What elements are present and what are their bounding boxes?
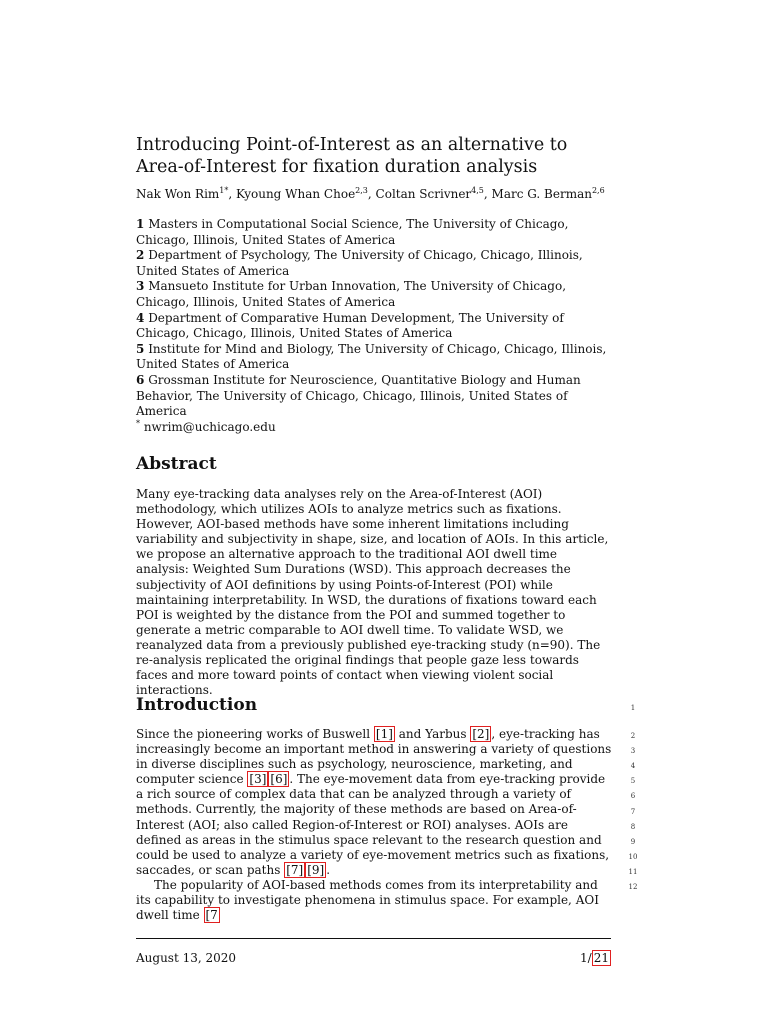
- page-number: [580, 951, 611, 965]
- email-mark: *: [136, 419, 140, 428]
- affiliation-text: Mansueto Institute for Urban Innovation, The University of Chicago, Chicago, Illinois, United States of America: [136, 279, 567, 309]
- citation-link[interactable]: [2]: [472, 727, 490, 741]
- citation-link[interactable]: [1]: [375, 727, 393, 741]
- author-affil-sup: 2,3: [355, 186, 368, 195]
- line-number: 11: [628, 868, 638, 876]
- affiliation-text: Department of Comparative Human Development, The University of Chicago, Chicago, Illinois, United States of America: [136, 310, 564, 341]
- title-line-2: Area-of-Interest for fixation duration analysis: [136, 157, 538, 177]
- affiliation-number: 1: [136, 217, 145, 231]
- line-number: 7: [630, 808, 636, 816]
- intro-paragraph: [136, 878, 612, 923]
- introduction-body: [136, 727, 612, 923]
- line-number: 10: [628, 853, 638, 861]
- affiliation: [136, 217, 616, 248]
- author-name: Marc G. Berman: [491, 187, 592, 201]
- affiliation-text: Department of Psychology, The University of Chicago, Chicago, Illinois, United States of America: [136, 248, 583, 278]
- intro-paragraph: [136, 727, 612, 878]
- citation-link[interactable]: [3]: [249, 772, 267, 787]
- affiliation-text: Masters in Computational Social Science, The University of Chicago, Chicago, Illinois, United States of America: [136, 217, 569, 247]
- affiliation-text: Grossman Institute for Neuroscience, Quantitative Biology and Human Behavior, The University of Chicago, Chicago, Illinois, United States of America: [136, 372, 581, 419]
- intro-text: The popularity of AOI-based methods comes from its interpretability and its capability to investigate phenomena in stimulus space. For example, AOI dwell time: [136, 877, 599, 923]
- affiliation-number: 5: [136, 341, 145, 356]
- affiliation: [136, 248, 616, 279]
- intro-text: .: [326, 862, 331, 877]
- line-number: 4: [630, 762, 636, 770]
- author-name: Kyoung Whan Choe: [236, 187, 356, 201]
- affiliation-number: 2: [136, 248, 145, 263]
- line-number: 5: [630, 777, 636, 785]
- affiliation-list: [136, 217, 616, 420]
- footer-date: August 13, 2020: [136, 951, 237, 965]
- intro-text: Since the pioneering works of Buswell: [136, 727, 374, 741]
- author-affil-sup: 4,5: [471, 186, 484, 195]
- citation-link[interactable]: [7]: [286, 862, 304, 877]
- introduction-heading: Introduction: [136, 695, 258, 715]
- affiliation-text: Institute for Mind and Biology, The University of Chicago, Chicago, Illinois, United States of America: [136, 341, 607, 372]
- corresponding-email: [136, 416, 276, 435]
- page-current: 1/: [580, 951, 592, 965]
- affiliation: [136, 373, 616, 420]
- intro-text: . The eye-movement data from eye-tracking provide a rich source of complex data that can be analyzed through a variety of methods. Currently, the majority of these methods are based on Area-of-Interest (AOI; also called Region-of-Interest or ROI) analyses. AOIs are defined as areas in the stimulus space relevant to the research question and could be used to analyze a variety of eye-movement metrics such as fixations, saccades, or scan paths: [136, 772, 610, 877]
- title-line-1: Introducing Point-of-Interest as an alternative to: [136, 135, 568, 155]
- citation-link[interactable]: [9]: [307, 862, 325, 877]
- affiliation: [136, 279, 616, 310]
- author-affil-sup: 1*: [219, 186, 229, 195]
- line-number: 8: [630, 823, 636, 831]
- page-total-link[interactable]: 21: [593, 951, 609, 965]
- line-number: 9: [630, 838, 636, 846]
- author-list: Nak Won Rim$^{1*}$, Kyoung Whan Choe$^{2,3}$, Coltan Scrivner$^{4,5}$, Marc G. Berman$^{2,6}$: [136, 186, 605, 201]
- abstract-heading: Abstract: [136, 454, 217, 474]
- affiliation: [136, 342, 616, 373]
- line-number: 1: [630, 704, 636, 712]
- author-affil-sup: 2,6: [591, 186, 605, 195]
- line-number: 6: [630, 792, 636, 800]
- intro-text: and Yarbus: [394, 727, 471, 741]
- abstract-text: Many eye-tracking data analyses rely on the Area-of-Interest (AOI) methodology, which utilizes AOIs to analyze metrics such as fixations. However, AOI-based methods have some inherent limitations including variability and subjectivity in shape, size, and location of AOIs. In this article, we propose an alternative approach to the traditional AOI dwell time analysis: Weighted Sum Durations (WSD). This approach decreases the subjectivity of AOI definitions by using Points-of-Interest (POI) while maintaining interpretability. In WSD, the durations of fixations toward each POI is weighted by the distance from the POI and summed together to generate a metric comparable to AOI dwell time. To validate WSD, we reanalyzed data from a previously published eye-tracking study (n=90). The re-analysis replicated the original findings that people gaze less towards faces and more toward points of contact when viewing violent social interactions.: [136, 487, 609, 698]
- citation-link[interactable]: [6]: [270, 772, 288, 787]
- line-number: 3: [630, 747, 636, 755]
- affiliation-number: 3: [136, 279, 145, 294]
- author-name: Coltan Scrivner: [375, 187, 472, 201]
- paper-title: [136, 134, 567, 178]
- affiliation-number: 6: [136, 372, 145, 387]
- citation-link[interactable]: [7: [205, 908, 218, 923]
- affiliation: [136, 311, 616, 342]
- author-name: Nak Won Rim: [136, 187, 220, 201]
- footer-rule: [136, 938, 611, 939]
- line-number: 2: [630, 732, 636, 740]
- intro-text: , eye-tracking has increasingly become an important method in answering a variety of questions in diverse disciplines such as psychology, neuroscience, marketing, and computer science: [136, 727, 612, 787]
- email-address[interactable]: nwrim@uchicago.edu: [143, 420, 276, 434]
- line-number: 12: [628, 883, 638, 891]
- affiliation-number: 4: [136, 310, 145, 325]
